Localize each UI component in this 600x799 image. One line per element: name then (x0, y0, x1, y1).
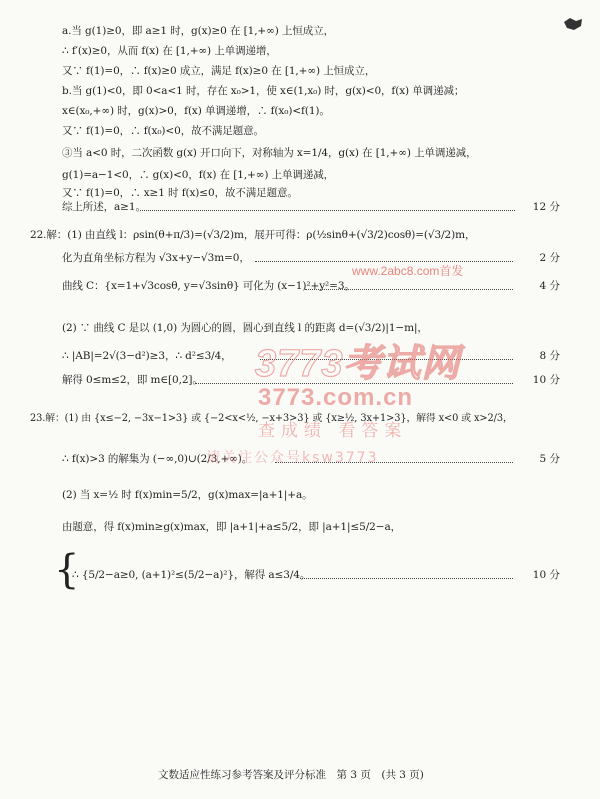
system-brace: { (54, 547, 80, 593)
dotted-leader (300, 578, 513, 580)
text-line: b.当 g(1)<0，即 0<a<1 时，存在 x₀>1，使 x∈(1,x₀) 时，g(x)<0，f(x) 单调递减； (62, 85, 465, 97)
text-line: ∴ f′(x)≥0，从而 f(x) 在 [1,+∞) 上单调递增， (62, 45, 277, 57)
text-line: (2) ∵ 曲线 C 是以 (1,0) 为圆心的圆，圆心到直线 l 的距离 d=(√3/2)|1−m|， (62, 322, 428, 334)
text-line: ∴ f(x)>3 的解集为 (−∞,0)∪(2/3,+∞)。 (62, 453, 253, 465)
watermark-url: www.2abc8.com首发 (352, 264, 464, 278)
dotted-leader (305, 289, 513, 291)
text-line: ∴ {5/2−a≥0, (a+1)²≤(5/2−a)²}，解得 a≤3/4。 (72, 569, 311, 581)
text-line: 曲线 C：{x=1+√3cosθ, y=√3sinθ} 可化为 (x−1)²+y²=3。 (62, 280, 355, 292)
page-footer: 文数适应性练习参考答案及评分标准 第 3 页 (共 3 页) (158, 769, 424, 781)
score-points: 10 分 (532, 374, 560, 386)
dotted-leader (140, 210, 515, 212)
watermark-wechat: 请关注公众号ksw3773 (206, 450, 379, 466)
text-line: g(1)=a−1<0，∴ g(x)<0，f(x) 在 [1,+∞) 上单调递减， (62, 169, 335, 181)
text-line: ∴ |AB|=2√(3−d²)≥3，∴ d²≤3/4， (62, 350, 232, 362)
score-points: 8 分 (539, 350, 560, 362)
text-line: 又∵ f(1)=0，∴ f(x)≥0 成立，满足 f(x)≥0 在 [1,+∞) 上恒成立， (62, 65, 376, 77)
text-line: ③当 a<0 时，二次函数 g(x) 开口向下，对称轴为 x=1/4，g(x) 在 [1,+∞) 上单调递减， (62, 147, 477, 159)
score-points: 10 分 (532, 569, 560, 581)
watermark-domain: 3773.com.cn (258, 384, 414, 411)
watermark-brand: 3773考试网 (255, 343, 461, 385)
text-line: x∈(x₀,+∞) 时，g(x)>0，f(x) 单调递增，∴ f(x₀)<f(1)。 (62, 105, 330, 117)
text-line: 综上所述，a≥1。 (62, 201, 146, 213)
text-line: 又∵ f(1)=0，∴ x≥1 时 f(x)≤0，故不满足题意。 (62, 187, 298, 199)
score-points: 5 分 (539, 453, 560, 465)
score-points: 2 分 (539, 252, 560, 264)
watermark-slogan: 查成绩 看答案 (258, 421, 408, 441)
text-line: a.当 g(1)≥0，即 a≥1 时，g(x)≥0 在 [1,+∞) 上恒成立， (62, 25, 335, 37)
text-line: 22.解：(1) 由直线 l：ρsin(θ+π/3)=(√3/2)m，展开可得：ρ(½sinθ+(√3/2)cosθ)=(√3/2)m， (30, 229, 476, 241)
text-line: 解得 0≤m≤2，即 m∈[0,2]。 (62, 374, 203, 386)
score-points: 4 分 (539, 280, 560, 292)
text-line: 化为直角坐标方程为 √3x+y−√3m=0， (62, 252, 250, 264)
text-line: 由题意，得 f(x)min≥g(x)max，即 |a+1|+a≤5/2，即 |a+1|≤5/2−a， (62, 521, 401, 533)
text-line: 23.解：(1) 由 {x≤−2, −3x−1>3} 或 {−2<x<½, −x+3>3} 或 {x≥½, 3x+1>3}，解得 x<0 或 x>2/3， (30, 413, 513, 424)
text-line: (2) 当 x=½ 时 f(x)min=5/2，g(x)max=|a+1|+a。 (62, 489, 313, 501)
score-points: 12 分 (532, 201, 560, 213)
text-line: 又∵ f(1)=0，∴ f(x₀)<0，故不满足题意。 (62, 125, 264, 137)
corner-mark-icon (562, 16, 584, 32)
